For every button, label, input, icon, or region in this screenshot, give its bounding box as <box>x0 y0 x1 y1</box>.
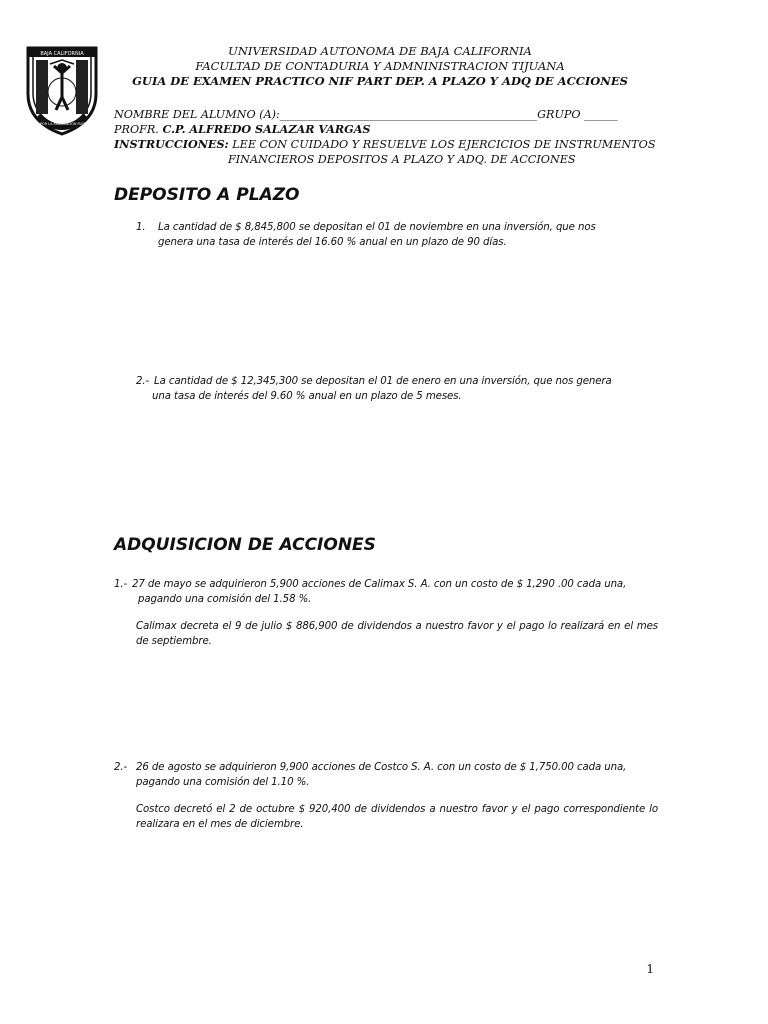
group-field: ______ <box>584 108 618 121</box>
page-number: 1 <box>646 962 654 976</box>
exam-meta <box>114 107 674 167</box>
instructions-line-2 <box>114 152 674 167</box>
student-name-field: ______________________________________________ <box>279 108 538 121</box>
instructions-text-2: FINANCIEROS DEPOSITOS A PLAZO Y ADQ. DE ACCIONES <box>228 153 576 166</box>
guide-title: GUIA DE EXAMEN PRACTICO NIF PART DEP. A PLAZO Y ADQ DE ACCIONES <box>132 74 628 88</box>
exercise-text-line2: pagando una comisión del 1.10 %. <box>136 777 310 788</box>
exercise-text-line1: 27 de mayo se adquirieron 5,900 acciones de Calimax S. A. con un costo de $ 1,290 .00 cada una, <box>132 579 627 590</box>
university-name: UNIVERSIDAD AUTONOMA DE BAJA CALIFORNIA <box>228 44 532 58</box>
exercise-text-line1: 26 de agosto se adquirieron 9,900 acciones de Costco S. A. con un costo de $ 1,750.00 cada una, <box>136 762 627 773</box>
deposit-exercise-1 <box>136 220 656 250</box>
exercise-text-line1: La cantidad de $ 12,345,300 se depositan el 01 de enero en una inversión, que nos genera <box>154 376 612 387</box>
seal-arc-text: BAJA CALIFORNIA <box>40 51 84 57</box>
student-line <box>114 107 674 122</box>
exercise-number: 1. <box>136 222 146 233</box>
exercise-text-line2: genera una tasa de interés del 16.60 % anual en un plazo de 90 días. <box>158 237 507 248</box>
instructions-text-1: LEE CON CUIDADO Y RESUELVE LOS EJERCICIOS DE INSTRUMENTOS <box>232 138 656 151</box>
exercise-text-line1: La cantidad de $ 8,845,800 se depositan el 01 de noviembre en una inversión, que nos <box>158 222 596 233</box>
exercise-number: 2.- <box>114 762 128 773</box>
university-seal-logo <box>22 42 113 138</box>
seal-motto: POR LA REALIZACION PLENA DEL HOMBRE <box>40 122 113 126</box>
document-header <box>110 44 650 89</box>
exercise-number: 2.- <box>136 376 150 387</box>
group-label: GRUPO <box>537 108 581 121</box>
shares-exercise-2 <box>114 760 658 832</box>
shares-exercise-1 <box>114 577 658 649</box>
exercise-text-line2: una tasa de interés del 9.60 % anual en un plazo de 5 meses. <box>152 391 462 402</box>
deposit-exercise-2 <box>136 374 666 404</box>
student-label: NOMBRE DEL ALUMNO (A): <box>114 108 280 121</box>
professor-line <box>114 122 674 137</box>
exercise-note: Calimax decreta el 9 de julio $ 886,900 de dividendos a nuestro favor y el pago lo realizará en el mes de septiembre. <box>136 621 658 647</box>
professor-name: C.P. ALFREDO SALAZAR VARGAS <box>162 122 371 136</box>
instructions-label: INSTRUCCIONES: <box>114 137 229 151</box>
professor-label: PROFR. <box>114 123 159 136</box>
exercise-note: Costco decretó el 2 de octubre $ 920,400 de dividendos a nuestro favor y el pago correspondiente lo realizara en el mes de diciembre. <box>136 804 658 830</box>
faculty-name: FACULTAD DE CONTADURIA Y ADMNINISTRACION TIJUANA <box>195 59 565 73</box>
exercise-number: 1.- <box>114 579 128 590</box>
section-title-acciones: ADQUISICION DE ACCIONES <box>114 535 376 555</box>
instructions-line <box>114 137 674 152</box>
exercise-text-line2: pagando una comisión del 1.58 %. <box>138 594 312 605</box>
section-title-deposito: DEPOSITO A PLAZO <box>114 185 300 205</box>
